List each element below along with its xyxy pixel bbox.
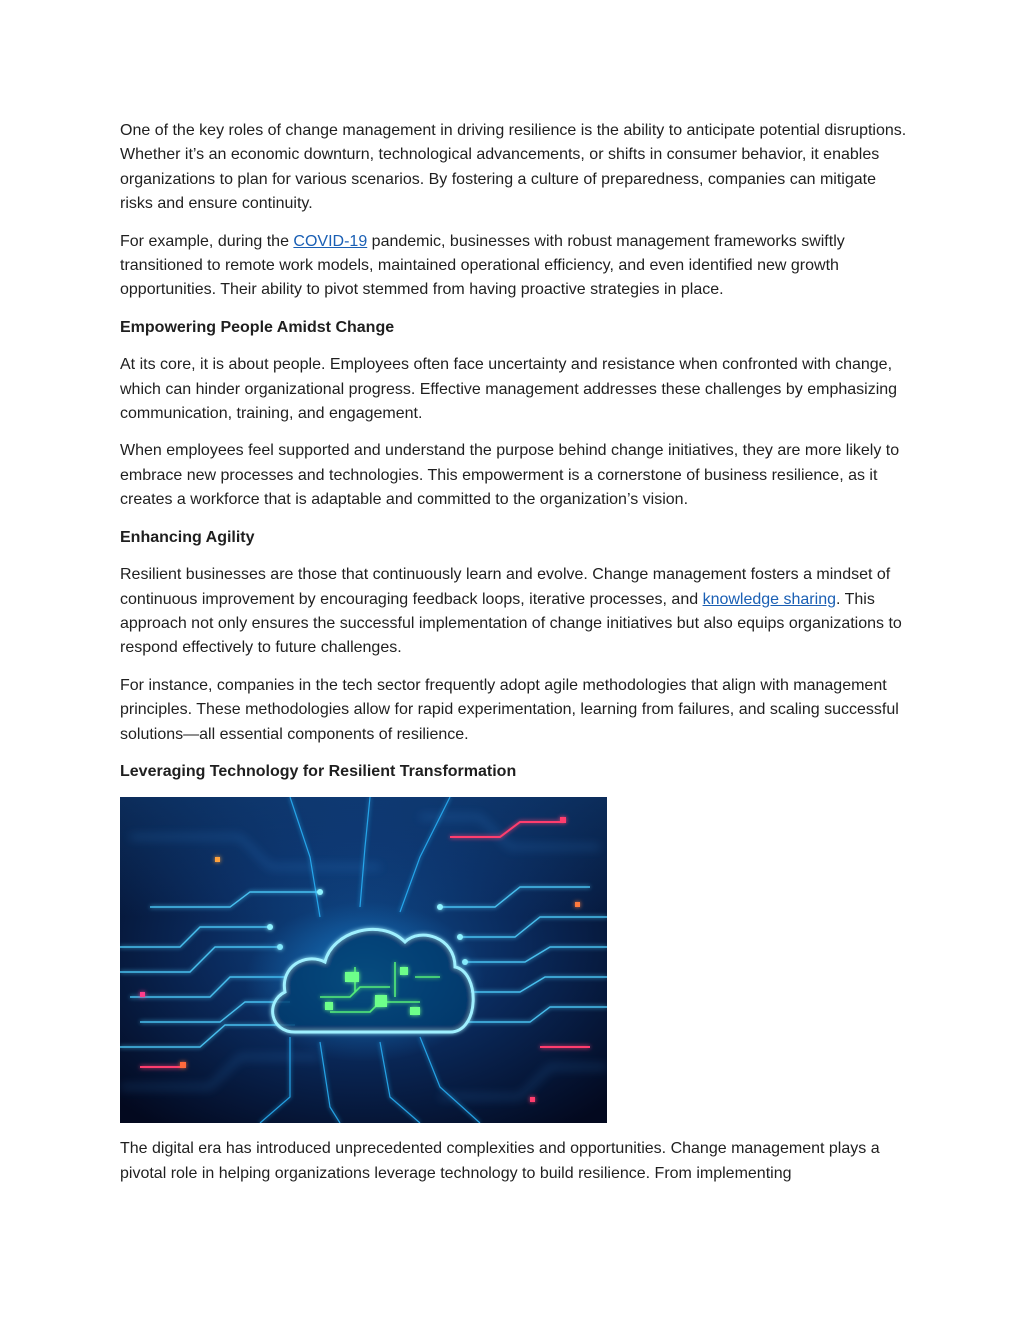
heading-enhancing-agility: Enhancing Agility [120, 528, 255, 546]
paragraph-text: . This approach not only ensures the successful implementation of change initiatives but also equips organizations to respond effectively to future challenges. [120, 590, 902, 657]
paragraph-digital-era: The digital era has introduced unprecedented complexities and opportunities. Change management plays a pivotal role in helping organizations leverage technology to build resilience. From implementing [120, 1140, 880, 1182]
paragraph-text: For example, during the [120, 232, 294, 250]
paragraph-resilient-businesses [120, 563, 910, 661]
paragraph-employees-supported: When employees feel supported and understand the purpose behind change initiatives, they are more likely to embrace new processes and technologies. This empowerment is a cornerstone of business resilience, as it creates a workforce that is adaptable and committed to the organization’s vision. [120, 442, 900, 509]
paragraph-text: pandemic, businesses with robust management frameworks swiftly transitioned to remote work models, maintained operational efficiency, and even identified new growth opportunities. Their ability to pivot stemmed from having proactive strategies in place. [120, 232, 845, 299]
heading-leveraging-technology: Leveraging Technology for Resilient Transformation [120, 762, 517, 780]
paragraph-tech-sector-agile: For instance, companies in the tech sector frequently adopt agile methodologies that align with management principles. These methodologies allow for rapid experimentation, learning from failures, and scaling successful solutions—all essential components of resilience. [120, 676, 899, 743]
knowledge-sharing-link[interactable]: knowledge sharing [702, 590, 836, 608]
document-page [120, 119, 910, 1199]
paragraph-text: Resilient businesses are those that continuously learn and evolve. Change management fosters a mindset of continuous improvement by encouraging feedback loops, iterative processes, and [120, 566, 891, 608]
paragraph-about-people: At its core, it is about people. Employees often face uncertainty and resistance when confronted with change, which can hinder organizational progress. Effective management addresses these challenges by emphasizing communication, training, and engagement. [120, 356, 898, 423]
covid-19-link[interactable]: COVID-19 [293, 232, 368, 250]
paragraph-anticipate-disruptions: One of the key roles of change management in driving resilience is the ability to anticipate potential disruptions. Whether it’s an economic downturn, technological advancements, or shifts in consumer behavior, it enables organizations to plan for various scenarios. By fostering a culture of preparedness, companies can mitigate risks and ensure continuity. [120, 122, 907, 213]
cloud-technology-image [120, 797, 607, 1123]
paragraph-covid-example [120, 230, 910, 303]
heading-empowering-people: Empowering People Amidst Change [120, 318, 395, 336]
